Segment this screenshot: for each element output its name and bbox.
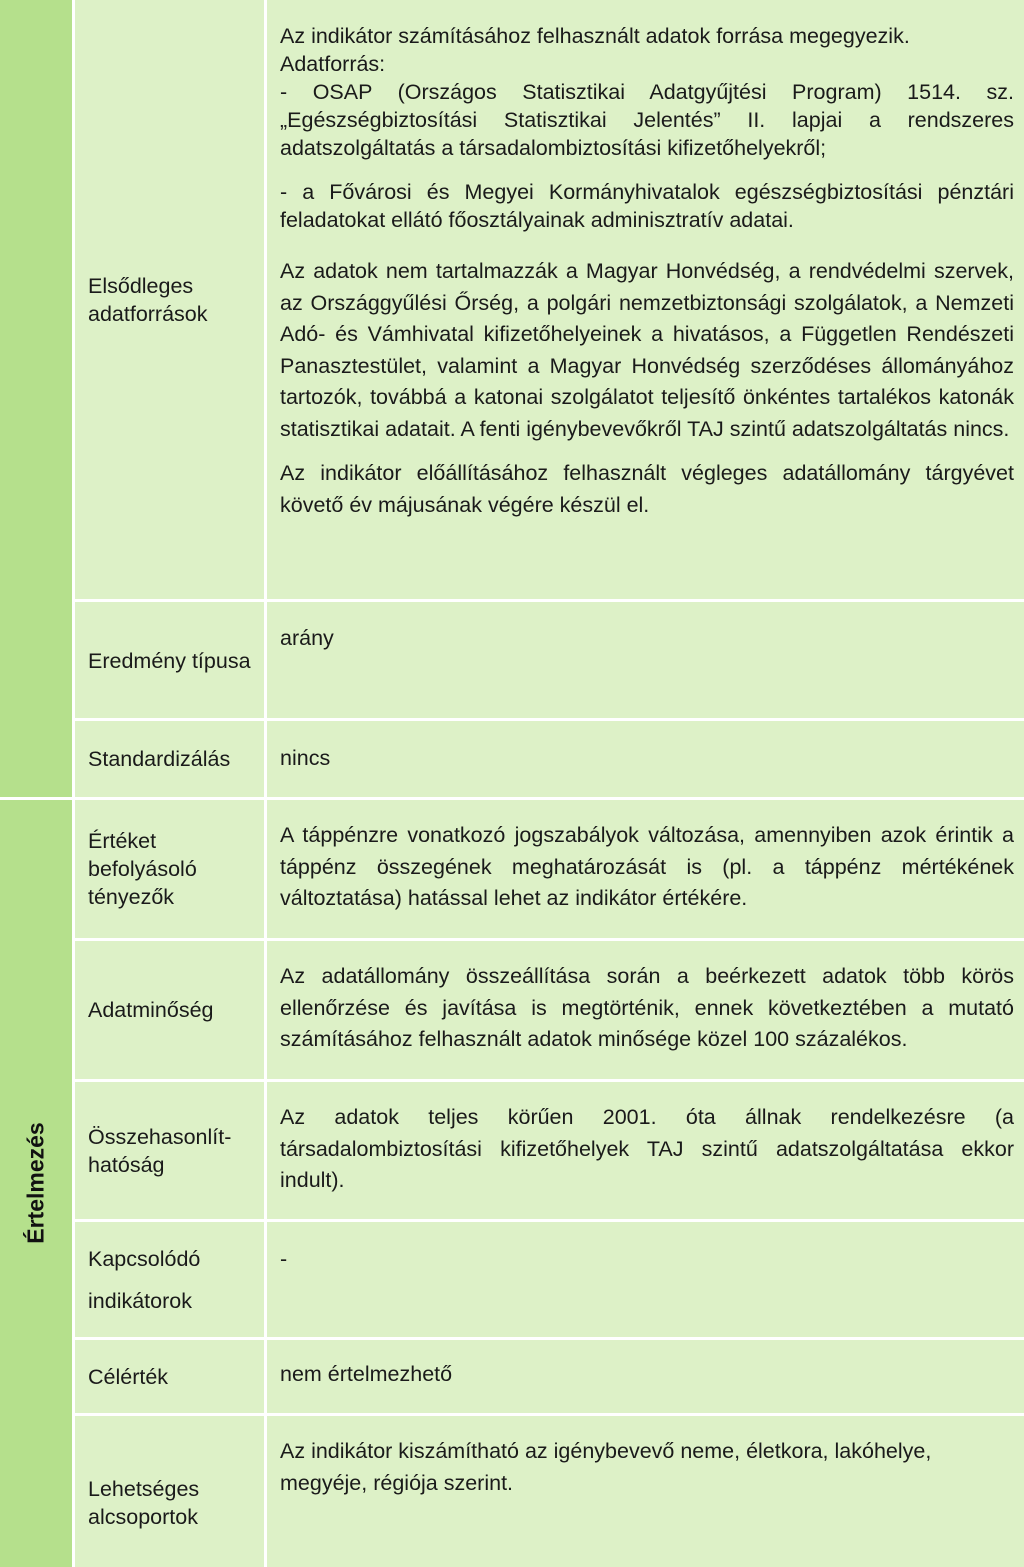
row-label-line: Kapcsolódó [88,1246,201,1271]
row-value-cell [267,800,1024,938]
row-value: Az adatok teljes körűen 2001. óta állnak rendelkezésre (a társadalombiztosítási kifizetőhelyek TAJ szintű adatszolgáltatása ekkor indult). [280,1105,1014,1192]
row-value: arány [280,626,334,650]
row-value: Az adatállomány összeállítása során a beérkezett adatok több körös ellenőrzése és javítása is megtörténik, ennek következtében a mutató számításához felhasznált adatok minősége közel 100 százalékos. [280,964,1014,1051]
row-label-line: hatóság [88,1152,165,1177]
row-value: nem értelmezhető [280,1361,453,1386]
row-value-cell [267,1416,1024,1567]
row-value: A táppénzre vonatkozó jogszabályok változása, amennyiben azok érintik a táppénz összegének meghatározását is (pl. a táppénz mértékének változtatása) hatással lehet az indikátor értékére. [280,823,1014,910]
row-value: - [280,1247,288,1271]
paragraph: - a Fővárosi és Megyei Kormányhivatalok egészségbiztosítási pénztári feladatokat ellátó főosztályainak adminisztratív adatai. [280,180,1014,232]
row-label-cell [75,0,264,599]
row-label [88,1123,254,1179]
section-label: Értelmezés [22,1122,49,1244]
row-value-cell [267,602,1024,718]
row-label-cell [75,602,264,718]
row-value: nincs [280,746,331,770]
row-label: Eredmény típusa [88,649,251,673]
row-value-cell [267,1340,1024,1413]
row-value-cell [267,721,1024,797]
row-label: Standardizálás [88,747,231,771]
row-label: Értéket befolyásoló tényezők [88,829,197,909]
row-label-cell [75,1082,264,1219]
row-label-cell [75,800,264,938]
paragraph: Adatforrás: [280,52,386,76]
row-label-line: Összehasonlít- [88,1124,232,1149]
row-label-line: indikátorok [88,1288,192,1313]
row-value-cell [267,0,1024,599]
row-label: Lehetséges alcsoportok [88,1476,200,1529]
row-label-cell [75,1222,264,1337]
row-value-cell [267,1222,1024,1337]
row-label: Adatminőség [88,998,214,1022]
row-value-cell [267,1082,1024,1219]
row-label: Elsődleges adatforrások [88,273,208,326]
row-value-cell [267,941,1024,1079]
row-label-cell [75,721,264,797]
paragraph: Az adatok nem tartalmazzák a Magyar Honvédség, a rendvédelmi szervek, az Országgyűlési Őrség, a polgári nemzetbiztonsági szolgálatok, a Nemzeti Adó- és Vámhivatal kifizetőhelyeinek a hivatásos, a Független Rendészeti Panasztestület, valamint a Magyar Honvédség szerződéses állományához tartozók, továbbá a katonai szolgálatot teljesítő önkéntes tartalékos katonák statisztikai adatait. A fenti igénybevevőkről TAJ szintű adatszolgáltatás nincs. [280,259,1014,441]
row-value: Az indikátor kiszámítható az igénybevevő neme, életkora, lakóhelye, megyéje, régiója szerint. [280,1439,932,1495]
section-band-top [0,0,72,797]
row-label: Célérték [88,1364,169,1389]
row-label-cell [75,1340,264,1413]
row-label-cell [75,941,264,1079]
paragraph: Az indikátor számításához felhasznált adatok forrása megegyezik. [280,24,910,48]
paragraph: - OSAP (Országos Statisztikai Adatgyűjtési Program) 1514. sz. „Egészségbiztosítási Statisztikai Jelentés” II. lapjai a rendszeres adatszolgáltatás a társadalombiztosítási kifizetőhelyekről; [280,80,1014,160]
paragraph: Az indikátor előállításához felhasznált végleges adatállomány tárgyévet követő év májusának végére készül el. [280,461,1014,517]
row-label [88,1238,254,1322]
row-label-cell [75,1416,264,1567]
